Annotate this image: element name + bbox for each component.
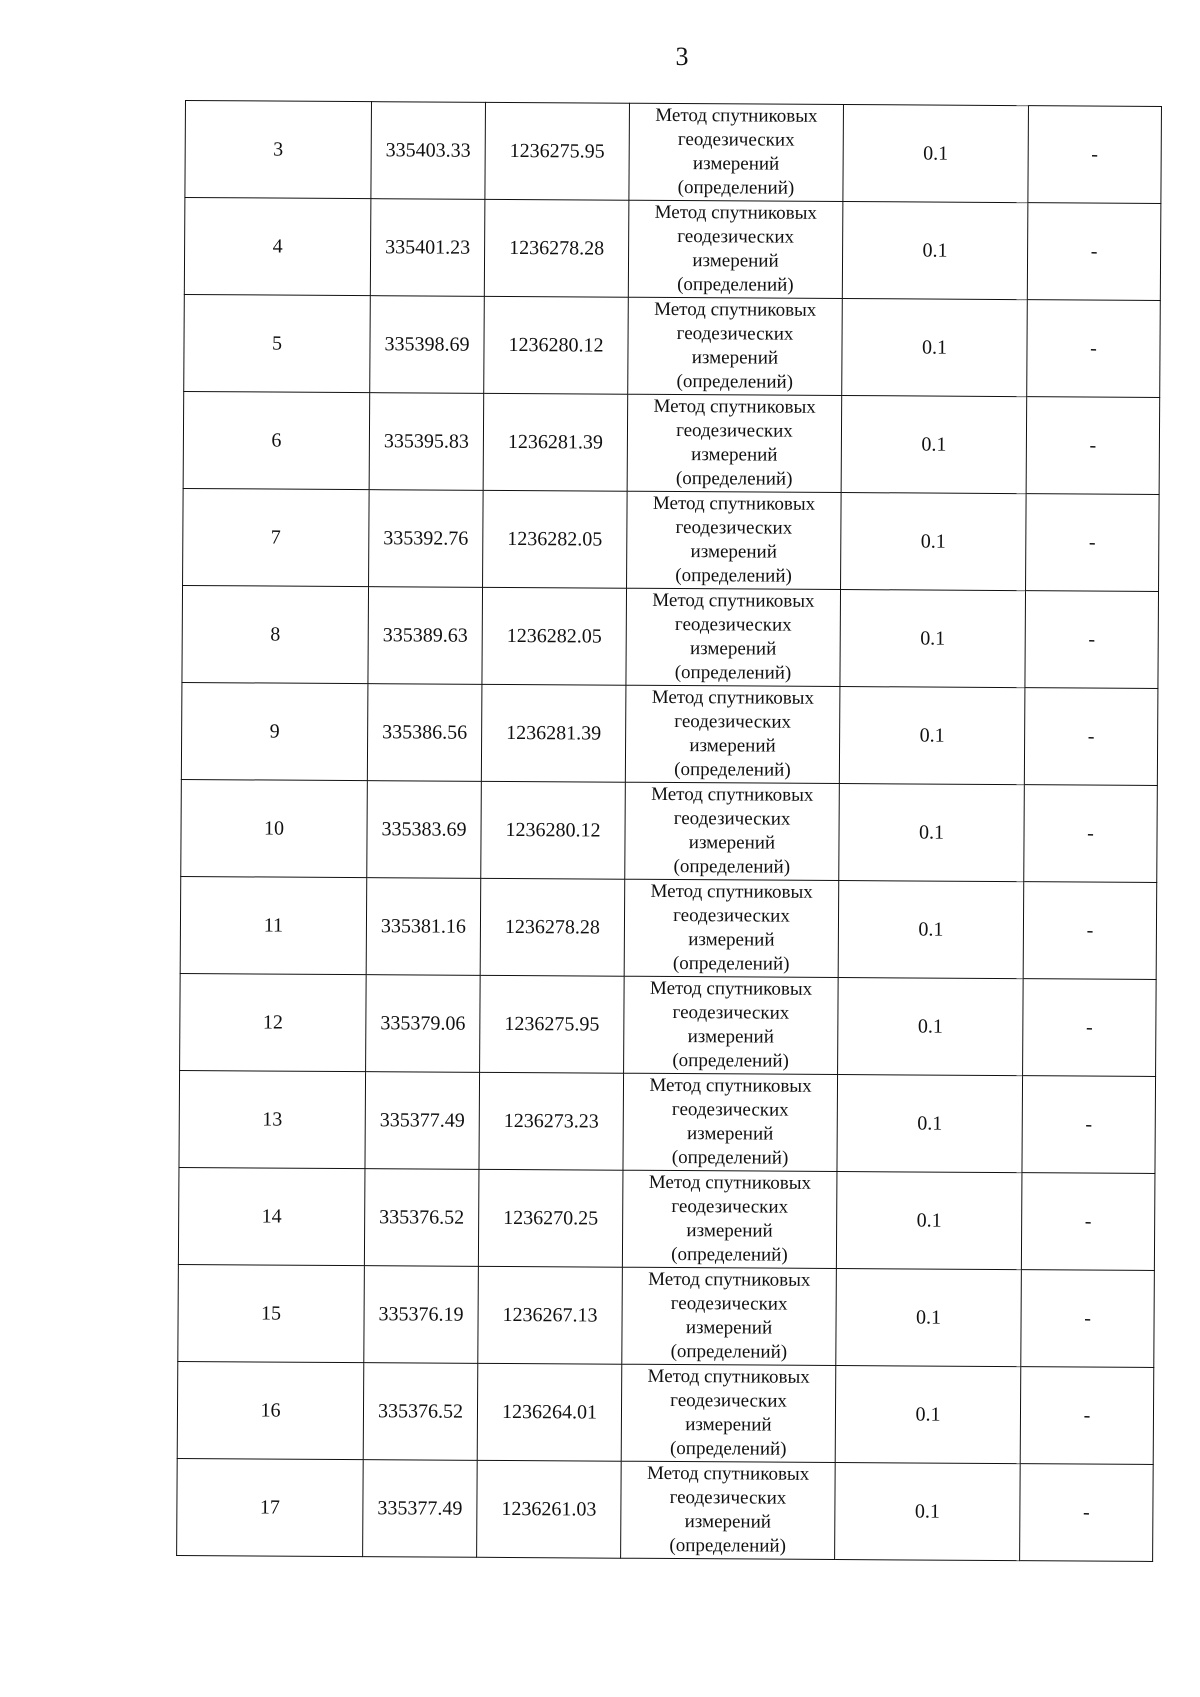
accuracy-cell: 0.1	[841, 493, 1027, 591]
method-cell	[622, 1267, 837, 1365]
note-cell: -	[1026, 494, 1160, 592]
y-coordinate-cell: 1236273.23	[479, 1072, 624, 1170]
table-row	[182, 585, 1159, 688]
method-cell	[624, 879, 839, 977]
method-line: геодезических	[676, 323, 794, 345]
method-line: Метод спутниковых	[647, 1365, 810, 1388]
y-coordinate-cell: 1236278.28	[480, 878, 625, 976]
note-cell: -	[1020, 1367, 1154, 1465]
y-coordinate-cell: 1236280.12	[484, 296, 629, 394]
method-line: измерений	[685, 1317, 773, 1339]
y-coordinate-cell: 1236275.95	[480, 975, 625, 1073]
accuracy-cell: 0.1	[842, 299, 1028, 397]
coordinates-table-body	[177, 101, 1162, 1562]
method-line: геодезических	[670, 1292, 788, 1315]
accuracy-cell: 0.1	[842, 202, 1028, 300]
point-number-cell: 10	[181, 779, 368, 877]
note-cell: -	[1024, 688, 1158, 786]
y-coordinate-cell: 1236281.39	[481, 684, 626, 782]
method-cell	[626, 588, 841, 686]
method-line: измерений	[686, 1123, 774, 1145]
accuracy-cell: 0.1	[836, 1172, 1022, 1270]
method-line: геодезических	[674, 614, 792, 636]
method-line: Метод спутниковых	[655, 104, 818, 127]
accuracy-cell: 0.1	[835, 1365, 1021, 1463]
x-coordinate-cell: 335383.69	[367, 781, 482, 879]
note-cell: -	[1024, 785, 1158, 883]
method-line: геодезических	[677, 129, 795, 151]
point-number-cell: 9	[181, 682, 368, 780]
point-number-cell: 12	[180, 973, 367, 1071]
method-line: измерений	[685, 1414, 772, 1436]
table-row	[179, 1070, 1156, 1173]
method-line: измерений	[684, 1511, 772, 1533]
table-row	[178, 1167, 1155, 1270]
method-cell	[627, 491, 842, 589]
accuracy-cell: 0.1	[835, 1462, 1021, 1560]
accuracy-cell: 0.1	[839, 687, 1025, 785]
point-number-cell: 7	[183, 488, 370, 586]
method-line: геодезических	[673, 807, 791, 830]
page-number: 3	[675, 42, 689, 71]
method-line: геодезических	[672, 1001, 790, 1024]
method-line: (определений)	[677, 177, 795, 199]
point-number-cell: 14	[178, 1167, 365, 1265]
x-coordinate-cell: 335401.23	[370, 199, 485, 297]
point-number-cell: 17	[177, 1458, 364, 1556]
y-coordinate-cell: 1236278.28	[484, 199, 629, 297]
note-cell: -	[1022, 1076, 1156, 1174]
note-cell: -	[1023, 882, 1157, 980]
method-line: Метод спутниковых	[654, 201, 818, 224]
y-coordinate-cell: 1236282.05	[483, 490, 628, 588]
method-line: измерений	[687, 1026, 775, 1048]
table-row	[177, 1458, 1154, 1561]
method-line: Метод спутниковых	[649, 1074, 812, 1097]
method-cell	[625, 685, 840, 783]
method-line: измерений	[692, 250, 779, 272]
method-line: измерений	[692, 153, 780, 175]
method-line: измерений	[688, 929, 775, 951]
x-coordinate-cell: 335398.69	[370, 296, 485, 394]
method-line: геодезических	[674, 711, 792, 733]
accuracy-cell: 0.1	[839, 784, 1025, 882]
point-number-cell: 15	[178, 1264, 365, 1362]
method-line: геодезических	[675, 517, 793, 539]
method-line: измерений	[690, 541, 777, 563]
method-line: геодезических	[676, 420, 793, 442]
note-cell: -	[1021, 1173, 1155, 1271]
point-number-cell: 4	[184, 198, 371, 296]
accuracy-cell: 0.1	[838, 978, 1024, 1076]
x-coordinate-cell: 335403.33	[371, 102, 486, 200]
method-line: (определений)	[675, 468, 793, 490]
table-row	[183, 391, 1160, 494]
method-line: измерений	[691, 347, 779, 369]
accuracy-cell: 0.1	[843, 105, 1029, 203]
method-cell	[627, 394, 842, 492]
method-cell	[629, 103, 844, 201]
x-coordinate-cell: 335376.52	[364, 1169, 479, 1267]
table-row	[181, 682, 1158, 785]
y-coordinate-cell: 1236267.13	[478, 1266, 623, 1364]
method-line: геодезических	[671, 1098, 789, 1121]
method-cell	[623, 1073, 838, 1171]
accuracy-cell: 0.1	[841, 396, 1027, 494]
note-cell: -	[1023, 979, 1157, 1077]
method-line: Метод спутниковых	[648, 1268, 811, 1291]
y-coordinate-cell: 1236270.25	[478, 1169, 623, 1267]
method-line: (определений)	[673, 855, 791, 878]
method-line: (определений)	[670, 1340, 788, 1363]
method-line: Метод спутниковых	[650, 880, 813, 903]
point-number-cell: 5	[184, 294, 371, 392]
x-coordinate-cell: 335377.49	[365, 1072, 480, 1170]
x-coordinate-cell: 335376.19	[364, 1266, 479, 1364]
table-row	[185, 101, 1162, 204]
method-cell	[628, 200, 843, 298]
method-cell	[625, 782, 840, 880]
method-line: геодезических	[670, 1389, 787, 1412]
y-coordinate-cell: 1236275.95	[485, 102, 630, 200]
note-cell: -	[1025, 591, 1159, 689]
accuracy-cell: 0.1	[838, 881, 1024, 979]
point-number-cell: 13	[179, 1070, 366, 1168]
method-cell	[621, 1364, 836, 1462]
y-coordinate-cell: 1236261.03	[477, 1460, 622, 1558]
x-coordinate-cell: 335379.06	[366, 975, 481, 1073]
table-row	[184, 198, 1161, 301]
method-cell	[624, 976, 839, 1074]
method-line: (определений)	[675, 565, 792, 587]
method-line: измерений	[688, 832, 776, 854]
point-number-cell: 8	[182, 585, 369, 683]
method-line: Метод спутниковых	[653, 395, 816, 418]
method-line: измерений	[689, 638, 777, 660]
method-line: Метод спутниковых	[654, 298, 817, 321]
y-coordinate-cell: 1236282.05	[482, 587, 627, 685]
note-cell: -	[1020, 1464, 1154, 1562]
method-line: (определений)	[672, 952, 790, 975]
note-cell: -	[1021, 1270, 1155, 1368]
method-line: геодезических	[673, 904, 790, 927]
method-cell	[621, 1461, 836, 1559]
y-coordinate-cell: 1236281.39	[483, 393, 628, 491]
x-coordinate-cell: 335395.83	[369, 393, 484, 491]
point-number-cell: 16	[177, 1361, 364, 1459]
x-coordinate-cell: 335386.56	[367, 684, 482, 782]
note-cell: -	[1028, 106, 1162, 204]
note-cell: -	[1027, 203, 1161, 301]
y-coordinate-cell: 1236280.12	[481, 781, 626, 879]
x-coordinate-cell: 335392.76	[369, 490, 484, 588]
point-number-cell: 6	[183, 391, 370, 489]
method-line: (определений)	[669, 1534, 787, 1557]
method-line: Метод спутниковых	[652, 589, 815, 612]
method-line: (определений)	[672, 1049, 789, 1072]
method-line: (определений)	[669, 1437, 787, 1460]
accuracy-cell: 0.1	[836, 1269, 1022, 1367]
accuracy-cell: 0.1	[837, 1075, 1023, 1173]
method-line: Метод спутниковых	[651, 686, 815, 709]
x-coordinate-cell: 335381.16	[366, 878, 481, 976]
method-line: измерений	[691, 444, 778, 466]
method-line: геодезических	[677, 226, 795, 248]
table-row	[180, 973, 1157, 1076]
x-coordinate-cell: 335376.52	[363, 1363, 478, 1461]
table-row	[177, 1361, 1154, 1464]
method-cell	[622, 1170, 837, 1268]
accuracy-cell: 0.1	[840, 590, 1026, 688]
y-coordinate-cell: 1236264.01	[477, 1363, 622, 1461]
x-coordinate-cell: 335377.49	[363, 1460, 478, 1558]
table-row	[183, 488, 1160, 591]
method-line: (определений)	[674, 759, 791, 781]
method-line: Метод спутниковых	[648, 1171, 812, 1194]
method-line: измерений	[686, 1220, 773, 1242]
method-line: (определений)	[671, 1146, 789, 1169]
table-row	[181, 779, 1158, 882]
point-number-cell: 11	[180, 876, 367, 974]
note-cell: -	[1027, 300, 1161, 398]
method-line: Метод спутниковых	[651, 783, 814, 806]
method-line: измерений	[689, 735, 776, 757]
method-line: (определений)	[676, 371, 794, 393]
table-row	[184, 294, 1161, 397]
table-row	[180, 876, 1157, 979]
method-line: (определений)	[671, 1243, 788, 1266]
method-line: геодезических	[669, 1486, 787, 1509]
method-line: геодезических	[671, 1195, 789, 1218]
method-line: Метод спутниковых	[652, 492, 816, 515]
coordinates-table	[176, 100, 1162, 1562]
x-coordinate-cell: 335389.63	[368, 587, 483, 685]
method-line: Метод спутниковых	[649, 977, 813, 1000]
table-row	[178, 1264, 1155, 1367]
method-line: (определений)	[677, 274, 794, 296]
method-line: (определений)	[674, 662, 792, 684]
point-number-cell: 3	[185, 101, 372, 199]
method-line: Метод спутниковых	[646, 1462, 810, 1485]
method-cell	[628, 297, 843, 395]
note-cell: -	[1026, 397, 1160, 495]
